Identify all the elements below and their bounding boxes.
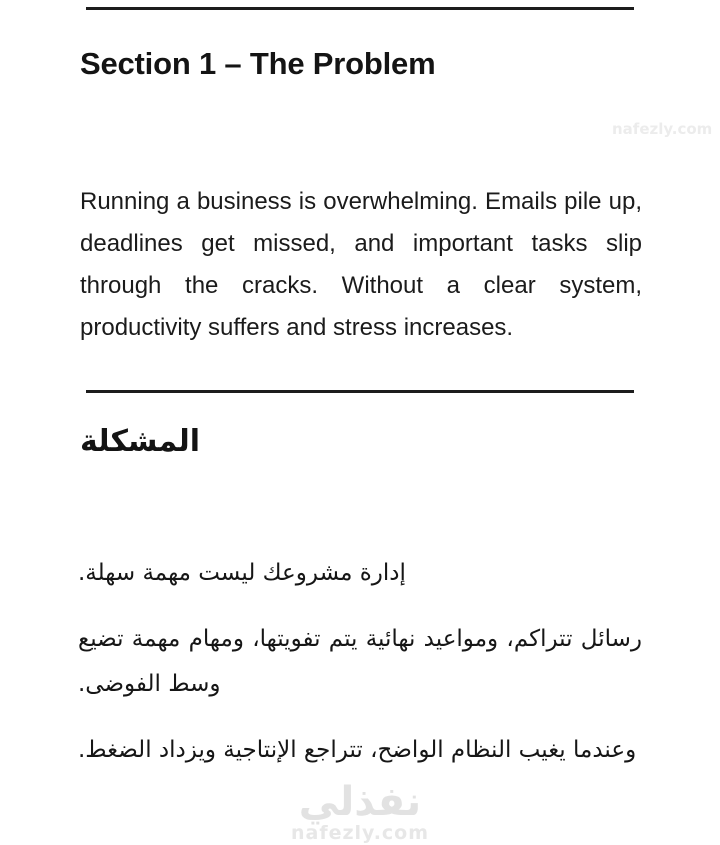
arabic-paragraph-2: رسائل تتراكم، ومواعيد نهائية يتم تفويتها، ومهام مهمة تضيع وسط الفوضى. bbox=[78, 626, 642, 697]
watermark-bottom-domain: nafezly.com bbox=[290, 822, 430, 844]
arabic-heading: المشكلة bbox=[80, 424, 201, 459]
arabic-paragraphs bbox=[78, 551, 642, 794]
top-divider bbox=[86, 7, 634, 10]
arabic-paragraph-3: وعندما يغيب النظام الواضح، تتراجع الإنتاجية ويزداد الضغط. bbox=[78, 737, 637, 763]
intro-paragraph: Running a business is overwhelming. Emails pile up, deadlines get missed, and important tasks slip through the cracks. Without a clear system, productivity suffers and stress increases. bbox=[80, 188, 642, 341]
watermark-top-domain: nafezly.com bbox=[612, 120, 713, 138]
section-heading: Section 1 – The Problem bbox=[80, 46, 436, 81]
arabic-paragraph-1: إدارة مشروعك ليست مهمة سهلة. bbox=[78, 560, 406, 586]
nafezly-logo: نفذلي bbox=[298, 779, 422, 825]
section-divider bbox=[86, 390, 634, 393]
